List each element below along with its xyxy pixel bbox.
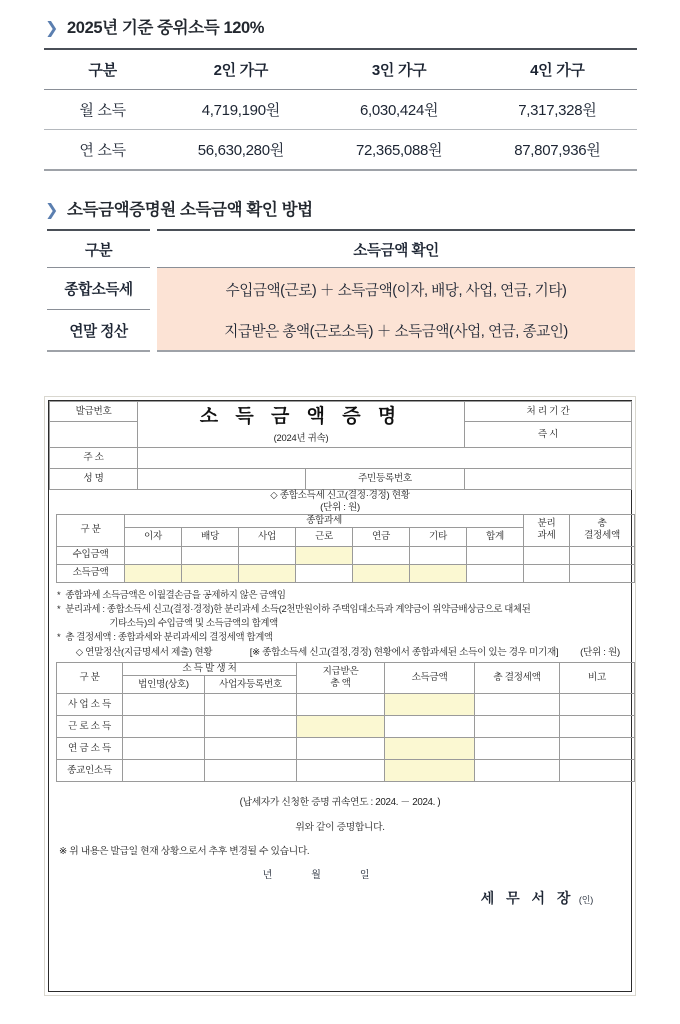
cell-total-tax[interactable] bbox=[475, 738, 560, 760]
note-text bbox=[65, 602, 623, 630]
processing-period-value: 즉 시 bbox=[465, 422, 632, 448]
cell-biz-number[interactable] bbox=[205, 694, 297, 716]
cell-dividend[interactable] bbox=[182, 546, 239, 564]
income-verification-table bbox=[47, 229, 635, 352]
column-header: 법인명(상호) bbox=[123, 676, 205, 694]
section-heading bbox=[45, 196, 680, 220]
certify-statement: 위와 같이 증명합니다. bbox=[295, 822, 385, 834]
processing-period-label: 처 리 기 간 bbox=[465, 402, 632, 422]
table-row bbox=[49, 502, 631, 514]
name-label: 성 명 bbox=[50, 469, 138, 490]
address-label: 주 소 bbox=[50, 448, 138, 469]
cell-biz-number[interactable] bbox=[205, 738, 297, 760]
table-row bbox=[57, 564, 635, 582]
column-header: 사업 bbox=[239, 527, 296, 546]
unit-note: (단위 : 원) bbox=[580, 647, 620, 659]
cell-employment[interactable] bbox=[296, 546, 353, 564]
section-title: 소득금액증명원 소득금액 확인 방법 bbox=[67, 201, 313, 219]
column-group-header: 종합과세 bbox=[125, 514, 524, 527]
chevron-right-icon: ❯ bbox=[45, 20, 59, 37]
row-label: 연말 정산 bbox=[47, 310, 150, 352]
cell-value: 지급받은 총액(근로소득) ＋ 소득금액(사업, 연금, 종교인) bbox=[157, 310, 635, 352]
table-row bbox=[49, 490, 631, 502]
row-label: 월 소득 bbox=[79, 102, 126, 119]
row-label: 사 업 소 득 bbox=[57, 694, 123, 716]
column-header: 사업자등록번호 bbox=[205, 676, 297, 694]
table-header-row bbox=[57, 663, 635, 676]
attribution-period: (납세자가 신청한 증명 귀속연도 : 2024. － 2024. ) bbox=[239, 797, 441, 809]
table-header-row bbox=[57, 514, 635, 527]
tax-office-head: 세 무 서 장 bbox=[480, 890, 575, 907]
section-heading bbox=[45, 14, 680, 38]
cell-paid-total[interactable] bbox=[297, 738, 385, 760]
note-item bbox=[57, 588, 623, 602]
cell-biz-number[interactable] bbox=[205, 716, 297, 738]
cell-remark[interactable] bbox=[560, 760, 635, 782]
note-text-line1: 분리과세 : 종합소득세 신고(결정·경정)한 분리과세 소득(2천만원이하 주택임대소득과 계약금이 위약금배상금으로 대체된 bbox=[65, 603, 531, 615]
rrn-label: 주민등록번호 bbox=[306, 469, 465, 490]
column-header: 4인 가구 bbox=[530, 62, 585, 79]
column-group-header: 소 득 발 생 처 bbox=[123, 663, 297, 676]
cell-pension[interactable] bbox=[353, 564, 410, 582]
issue-number-label: 발급번호 bbox=[50, 402, 138, 422]
cell-value: 56,630,280원 bbox=[197, 142, 284, 159]
cell-pension[interactable] bbox=[353, 546, 410, 564]
row-label: 수입금액 bbox=[57, 546, 125, 564]
median-income-table bbox=[44, 48, 637, 171]
disclaimer: ※ 위 내용은 발급일 현재 상황으로서 추후 변경될 수 있습니다. bbox=[59, 846, 310, 858]
cell-income-amount[interactable] bbox=[385, 716, 475, 738]
cell-corp-name[interactable] bbox=[123, 716, 205, 738]
column-header-division: 구 분 bbox=[57, 514, 125, 546]
section-label: ◇ 종합소득세 신고(결정·경정) 현황 bbox=[270, 490, 410, 501]
month-label: 월 bbox=[311, 870, 321, 882]
table-row bbox=[50, 448, 632, 469]
column-header-division: 구 분 bbox=[57, 663, 123, 694]
note-item bbox=[57, 602, 623, 630]
cell-sum[interactable] bbox=[467, 564, 524, 582]
cell-paid-total[interactable] bbox=[297, 716, 385, 738]
cell-separate-tax[interactable] bbox=[524, 564, 570, 582]
cell-total-tax[interactable] bbox=[570, 546, 635, 564]
day-label: 일 bbox=[359, 870, 370, 882]
cell-total-tax[interactable] bbox=[475, 694, 560, 716]
cell-interest[interactable] bbox=[125, 564, 182, 582]
cell-business[interactable] bbox=[239, 564, 296, 582]
certificate-subtitle: (2024년 귀속) bbox=[273, 432, 329, 443]
column-header-paid: 지급받은 총 액 bbox=[297, 663, 385, 694]
column-header: 합계 bbox=[467, 527, 524, 546]
column-header: 소득금액 확인 bbox=[157, 229, 635, 268]
note-item bbox=[57, 630, 623, 644]
column-header-total-tax: 총 결정세액 bbox=[475, 663, 560, 694]
bullet: * bbox=[57, 603, 61, 615]
comprehensive-income-table bbox=[56, 514, 635, 583]
settlement-section-label bbox=[49, 647, 631, 659]
name-value[interactable] bbox=[138, 469, 306, 490]
cell-value: 87,807,936원 bbox=[514, 142, 601, 159]
cell-corp-name[interactable] bbox=[123, 760, 205, 782]
cell-total-tax[interactable] bbox=[475, 760, 560, 782]
year-label: 년 bbox=[262, 870, 273, 882]
column-header-income: 소득금액 bbox=[385, 663, 475, 694]
column-header: 구분 bbox=[47, 229, 150, 268]
cell-paid-total[interactable] bbox=[297, 760, 385, 782]
table-row bbox=[57, 716, 635, 738]
issue-number-value[interactable] bbox=[50, 422, 138, 448]
cell-separate-tax[interactable] bbox=[524, 546, 570, 564]
table-row bbox=[44, 130, 637, 171]
cell-remark[interactable] bbox=[560, 694, 635, 716]
certificate-footer bbox=[49, 782, 631, 914]
table-row bbox=[57, 738, 635, 760]
cell-business[interactable] bbox=[239, 546, 296, 564]
table-row bbox=[57, 694, 635, 716]
table-row bbox=[57, 760, 635, 782]
cell-value: 72,365,088원 bbox=[355, 142, 443, 159]
median-income-section bbox=[0, 14, 680, 171]
seal-mark: (인) bbox=[578, 895, 593, 906]
cell-sum[interactable] bbox=[467, 546, 524, 564]
rrn-value[interactable] bbox=[465, 469, 632, 490]
table-header-row bbox=[44, 49, 637, 90]
column-header-remark: 비고 bbox=[560, 663, 635, 694]
column-header: 구분 bbox=[88, 62, 117, 79]
column-header: 3인 가구 bbox=[371, 62, 427, 79]
chevron-right-icon: ❯ bbox=[45, 202, 59, 219]
cell-dividend[interactable] bbox=[182, 564, 239, 582]
note-text: 총 결정세액 : 종합과세와 분리과세의 결정세액 합계액 bbox=[65, 631, 273, 643]
row-label: 연 소득 bbox=[79, 142, 126, 159]
cell-remark[interactable] bbox=[560, 716, 635, 738]
column-header: 2인 가구 bbox=[213, 62, 269, 79]
column-header-separate: 분리 과세 bbox=[524, 514, 570, 546]
table-row bbox=[47, 268, 635, 310]
row-label: 근 로 소 득 bbox=[57, 716, 123, 738]
column-gap bbox=[150, 310, 157, 352]
cell-corp-name[interactable] bbox=[123, 738, 205, 760]
cell-paid-total[interactable] bbox=[297, 694, 385, 716]
table-row bbox=[47, 310, 635, 352]
table-row bbox=[50, 402, 632, 422]
cell-employment[interactable] bbox=[296, 564, 353, 582]
table-row bbox=[44, 90, 637, 130]
settlement-table bbox=[56, 662, 635, 782]
bullet: * bbox=[57, 588, 61, 600]
cell-value: 수입금액(근로) ＋ 소득금액(이자, 배당, 사업, 연금, 기타) bbox=[157, 268, 635, 310]
address-value[interactable] bbox=[138, 448, 632, 469]
column-header-total-tax: 총 결정세액 bbox=[570, 514, 635, 546]
certificate-title-cell bbox=[138, 402, 465, 448]
cell-income-amount[interactable] bbox=[385, 760, 475, 782]
row-label: 종합소득세 bbox=[47, 268, 150, 310]
bullet: * bbox=[57, 631, 61, 643]
column-header: 연금 bbox=[353, 527, 410, 546]
column-header: 근로 bbox=[296, 527, 353, 546]
table-row bbox=[50, 469, 632, 490]
certificate-title: 소 득 금 액 증 명 bbox=[199, 406, 403, 428]
section-label: ◇ 연말정산(지급명세서 제출) 현황 bbox=[75, 647, 213, 659]
income-verification-section bbox=[0, 196, 680, 352]
cell-value: 4,719,190원 bbox=[201, 102, 280, 119]
cell-total-tax[interactable] bbox=[570, 564, 635, 582]
warning-note: [※ 종합소득세 신고(결정,경정) 현황에서 종합과세된 소득이 있는 경우 미기재] bbox=[249, 647, 559, 659]
notes-list bbox=[49, 583, 631, 647]
cell-other[interactable] bbox=[410, 546, 467, 564]
column-header: 배당 bbox=[182, 527, 239, 546]
row-label: 소득금액 bbox=[57, 564, 125, 582]
note-text: 종합과세 소득금액은 이월결손금을 공제하지 않은 금액임 bbox=[65, 588, 286, 600]
cell-value: 6,030,424원 bbox=[359, 102, 439, 119]
cell-total-tax[interactable] bbox=[475, 716, 560, 738]
cell-biz-number[interactable] bbox=[205, 760, 297, 782]
certificate-header-table bbox=[49, 401, 632, 490]
cell-other[interactable] bbox=[410, 564, 467, 582]
cell-income-amount[interactable] bbox=[385, 738, 475, 760]
table-header-row bbox=[47, 229, 635, 268]
cell-corp-name[interactable] bbox=[123, 694, 205, 716]
row-label: 종교인소득 bbox=[57, 760, 123, 782]
cell-income-amount[interactable] bbox=[385, 694, 475, 716]
note-text-line2: 기타소득)의 수입금액 및 소득금액의 합계액 bbox=[109, 617, 278, 629]
signature-line bbox=[59, 888, 621, 908]
row-label: 연 금 소 득 bbox=[57, 738, 123, 760]
column-header: 이자 bbox=[125, 527, 182, 546]
date-line bbox=[59, 866, 621, 881]
cell-value: 7,317,328원 bbox=[518, 102, 597, 119]
cell-interest[interactable] bbox=[125, 546, 182, 564]
column-gap bbox=[150, 229, 157, 268]
comprehensive-section-label bbox=[49, 490, 631, 514]
table-row bbox=[57, 546, 635, 564]
cell-remark[interactable] bbox=[560, 738, 635, 760]
table-row bbox=[49, 647, 631, 659]
column-gap bbox=[150, 268, 157, 310]
unit-note: (단위 : 원) bbox=[320, 501, 360, 513]
income-certificate-form bbox=[44, 396, 636, 996]
column-header: 기타 bbox=[410, 527, 467, 546]
page-title: 2025년 기준 중위소득 120% bbox=[67, 19, 265, 37]
